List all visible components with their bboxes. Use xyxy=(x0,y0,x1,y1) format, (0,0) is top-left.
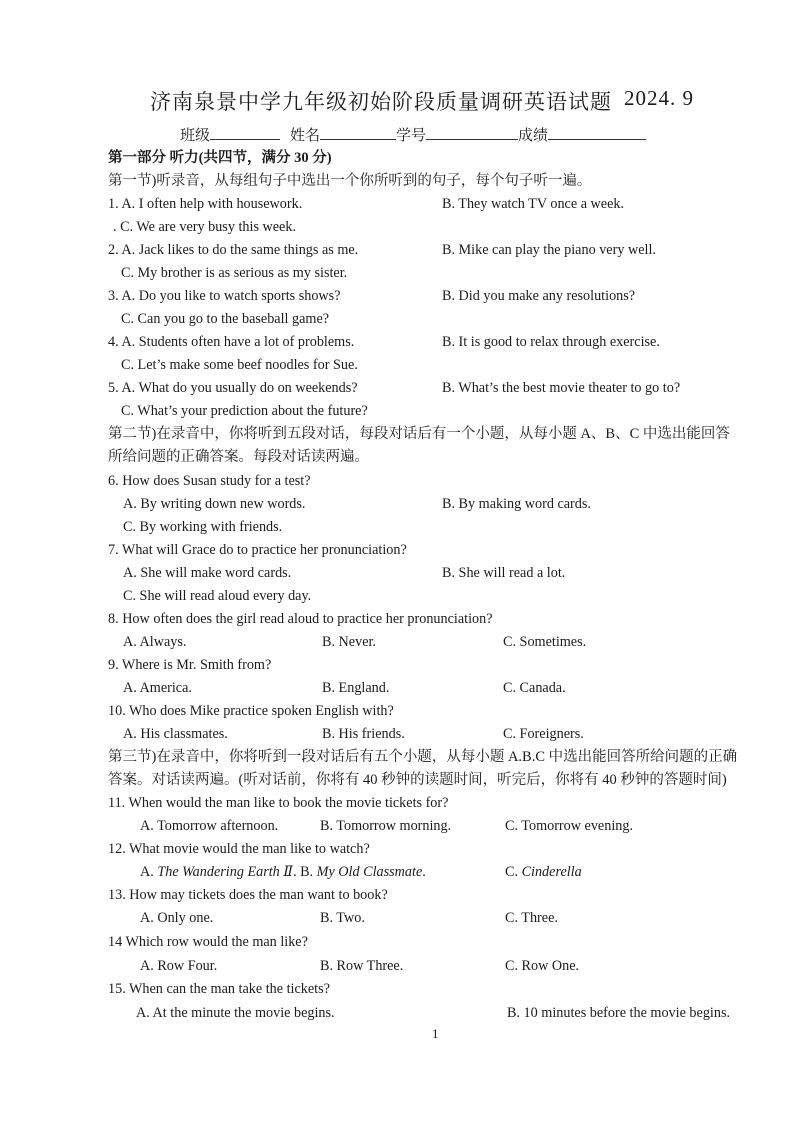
option-a: 2. A. Jack likes to do the same things as me. xyxy=(108,242,359,258)
option-b: B. Did you make any resolutions? xyxy=(442,288,636,304)
option-c: C. Can you go to the baseball game? xyxy=(121,311,330,327)
punctuation: . xyxy=(422,864,426,880)
exam-title: 济南泉景中学九年级初始阶段质量调研英语试题 xyxy=(150,90,612,114)
option-b: B. Row Three. xyxy=(320,958,404,974)
question-stem: 14 Which row would the man like? xyxy=(108,934,308,950)
option-b: B. What’s the best movie theater to go to? xyxy=(442,380,681,396)
option-c xyxy=(505,863,582,881)
option-a: A. At the minute the movie begins. xyxy=(136,1005,335,1021)
option-letter: . B. xyxy=(292,864,314,880)
class-blank[interactable] xyxy=(210,125,280,140)
class-label: 班级 xyxy=(180,128,211,144)
section-instruction: 答案。对话读两遍。(听对话前，你将有 40 秒钟的读题时间，听完后，你将有 40 秒钟的答题时间) xyxy=(108,772,727,788)
exam-date: 2024. 9 xyxy=(624,86,694,110)
option-a: 4. A. Students often have a lot of problems. xyxy=(108,334,355,350)
option-a: 3. A. Do you like to watch sports shows? xyxy=(108,288,341,304)
option-b: B. It is good to relax through exercise. xyxy=(442,334,660,350)
student-info-fields xyxy=(180,124,646,145)
name-label: 姓名 xyxy=(290,128,321,144)
section-instruction: 第二节)在录音中，你将听到五段对话，每段对话后有一个小题，从每小题 A、B、C 中选出能回答 xyxy=(108,426,730,442)
option-c: C. Row One. xyxy=(505,958,580,974)
number-label: 学号 xyxy=(396,128,427,144)
option-a: A. Tomorrow afternoon. xyxy=(140,818,279,834)
option-c: C. Canada. xyxy=(503,680,566,696)
question-stem: 6. How does Susan study for a test? xyxy=(108,473,311,489)
name-blank[interactable] xyxy=(320,125,396,140)
movie-title: Cinderella xyxy=(521,864,582,880)
movie-title: My Old Classmate xyxy=(316,864,423,880)
option-c: C. By working with friends. xyxy=(123,519,283,535)
option-b: B. Mike can play the piano very well. xyxy=(442,242,656,258)
option-b: B. Two. xyxy=(320,910,365,926)
option-a: A. America. xyxy=(123,680,192,696)
option-b: B. His friends. xyxy=(322,726,405,742)
number-blank[interactable] xyxy=(426,125,518,140)
option-b: B. Never. xyxy=(322,634,376,650)
section-instruction: 第三节)在录音中，你将听到一段对话后有五个小题，从每小题 A.B.C 中选出能回答所给问题的正确 xyxy=(108,749,738,765)
option-letter: C. xyxy=(505,864,519,880)
score-label: 成绩 xyxy=(518,128,549,144)
option-b: B. Tomorrow morning. xyxy=(320,818,452,834)
option-a: 5. A. What do you usually do on weekends? xyxy=(108,380,358,396)
page-title xyxy=(150,86,770,116)
option-a: A. By writing down new words. xyxy=(123,496,306,512)
option-c: . C. We are very busy this week. xyxy=(113,219,296,235)
option-b: B. By making word cards. xyxy=(442,496,591,512)
question-stem: 8. How often does the girl read aloud to practice her pronunciation? xyxy=(108,611,493,627)
question-stem: 13. How may tickets does the man want to book? xyxy=(108,887,388,903)
option-c: C. Tomorrow evening. xyxy=(505,818,633,834)
option-a: A. Only one. xyxy=(140,910,214,926)
part-heading: 第一部分 听力(共四节，满分 30 分) xyxy=(108,150,332,166)
option-b: B. She will read a lot. xyxy=(442,565,566,581)
option-a: A. Always. xyxy=(123,634,187,650)
question-stem: 9. Where is Mr. Smith from? xyxy=(108,657,272,673)
question-stem: 12. What movie would the man like to watch? xyxy=(108,841,370,857)
option-a: 1. A. I often help with housework. xyxy=(108,196,303,212)
option-b: B. 10 minutes before the movie begins. xyxy=(507,1005,731,1021)
option-c: C. Let’s make some beef noodles for Sue. xyxy=(121,357,358,373)
option-c: C. Three. xyxy=(505,910,558,926)
option-b: B. They watch TV once a week. xyxy=(442,196,625,212)
score-blank[interactable] xyxy=(548,125,646,140)
question-stem: 10. Who does Mike practice spoken English with? xyxy=(108,703,394,719)
option-b: B. England. xyxy=(322,680,390,696)
question-stem: 11. When would the man like to book the movie tickets for? xyxy=(108,795,449,811)
option-c: C. Sometimes. xyxy=(503,634,587,650)
option-c: C. She will read aloud every day. xyxy=(123,588,312,604)
option-c: C. Foreigners. xyxy=(503,726,584,742)
option-c: C. My brother is as serious as my sister. xyxy=(121,265,348,281)
option-a xyxy=(140,863,426,881)
question-stem: 15. When can the man take the tickets? xyxy=(108,981,330,997)
movie-title: The Wandering Earth Ⅱ xyxy=(157,864,293,880)
section-instruction: 第一节)听录音，从每组句子中选出一个你所听到的句子，每个句子听一遍。 xyxy=(108,173,592,189)
option-a: A. Row Four. xyxy=(140,958,218,974)
option-letter: A. xyxy=(140,864,154,880)
option-a: A. His classmates. xyxy=(123,726,228,742)
page-number: 1 xyxy=(432,1026,439,1041)
option-c: C. What’s your prediction about the future? xyxy=(121,403,368,419)
option-a: A. She will make word cards. xyxy=(123,565,292,581)
question-stem: 7. What will Grace do to practice her pronunciation? xyxy=(108,542,407,558)
section-instruction: 所给问题的正确答案。每段对话读两遍。 xyxy=(108,449,369,465)
